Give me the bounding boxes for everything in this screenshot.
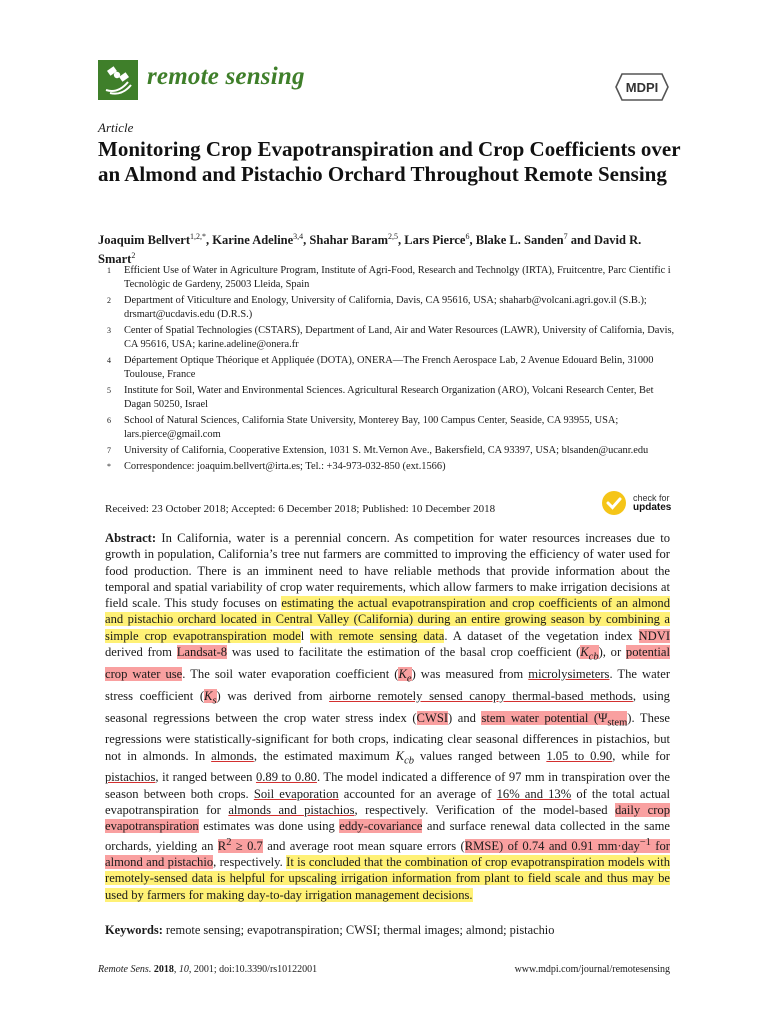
symbol-k: K (398, 666, 407, 681)
check-updates-icon (601, 490, 627, 516)
abstract-text: values ranged between (414, 748, 547, 763)
affiliation-text: Center of Spatial Technologies (CSTARS), Department of Land, Air and Water Resources (LAWR), University of California, Davis, CA 95616, USA; karine.adeline@onera.fr (124, 325, 675, 350)
affiliation-item (98, 264, 678, 292)
affiliation-text: Département Optique Théorique et Appliquée (DOTA), ONERA—The French Aerospace Lab, 2 Avenue Edouard Belin, 31000 Toulouse, France (124, 355, 654, 380)
affiliation-text: University of California, Cooperative Extension, 1031 S. Mt.Vernon Ave., Bakersfield, CA 93397, USA; blsanden@ucanr.edu (124, 445, 649, 456)
affiliation-text: Department of Viticulture and Enology, University of California, Davis, CA 95616, USA; shaharb@volcani.agri.gov.il (S.B.); drsmart@ucdavis.edu (D.R.S.) (124, 295, 647, 320)
abstract-text: l (300, 628, 311, 643)
affiliation-item (98, 460, 678, 474)
mdpi-logo (614, 72, 670, 106)
keywords-label: Keywords: (105, 923, 163, 937)
abstract-text: was used to facilitate the estimation of the basal crop coefficient ( (227, 645, 581, 660)
article-type: Article (98, 120, 134, 135)
underlined-text: airborne remotely sensed canopy thermal-based methods (329, 688, 633, 703)
underlined-text: microlysimeters (528, 666, 610, 681)
underlined-text: 0.89 to 0.80 (255, 770, 317, 785)
author-affiliation-mark: 2,5 (388, 232, 399, 241)
abstract-text: estimates was done using (198, 819, 340, 834)
abstract-text: ) was derived from (216, 688, 330, 703)
publisher-name: MDPI (625, 80, 659, 95)
author-affiliation-mark: 7 (563, 232, 568, 241)
highlight-red: daily crop evapotranspiration (105, 803, 670, 834)
affiliation-item (98, 324, 678, 352)
abstract-text: , using seasonal regressions between the crop water stress index ( (105, 688, 670, 725)
affiliation-number: * (107, 462, 111, 471)
symbol-subscript: s (212, 695, 217, 707)
abstract-text: , respectively. Verification of the model-based (354, 803, 615, 818)
highlight-red: Landsat-8 (176, 645, 228, 660)
affiliation-number: 5 (107, 386, 111, 395)
abstract-text: , while for (612, 748, 670, 763)
affiliation-number: 3 (107, 326, 111, 335)
affiliation-number: 7 (107, 446, 111, 455)
symbol-subscript: stem (607, 717, 628, 729)
underlined-text: pistachios (105, 770, 156, 785)
abstract-text: and average root mean square errors ( (262, 838, 465, 853)
highlight-text: stem water potential (Ψ (481, 710, 608, 725)
abstract-text: and surface renewal data collected in the same orchards, yielding an (105, 819, 671, 853)
affiliation-item (98, 384, 678, 412)
citation-year: 2018 (153, 964, 174, 975)
affiliation-text: Efficient Use of Water in Agriculture Program, Institute of Agri-Food, Research and Technolgy (IRTA), Fruitcentre, Parc Científic i Tecnològic de Gardeny, 25003 Lleida, Spain (124, 265, 671, 290)
highlight-yellow: It is concluded that the combination of crop evapotranspiration models with remotely-sensed data is helpful for upscaling irrigation information from plant to field scale and thus may be used by farmers for making day-to-day irrigation management decisions. (105, 855, 670, 902)
abstract-text: ), or (598, 645, 626, 660)
underlined-text: 1.05 to 0.90 (546, 748, 613, 763)
author-affiliation-mark: 6 (465, 232, 470, 241)
keywords (105, 923, 670, 938)
underlined-text: almonds (211, 748, 254, 763)
abstract-label: Abstract: (105, 531, 157, 545)
check-updates-line2: updates (633, 502, 672, 513)
abstract-text: In California, water is a perennial concern. As competition for water resources increases due to growth in population, California’s tree nut farmers are committed to improving the efficiency of water used for food production. There is an imminent need to have reliable methods that provide information about the temporal and spatial variability of crop water requirements, which allow farmers to make irrigation decisions at field scale. This study focuses on (105, 531, 670, 611)
journal-url[interactable]: www.mdpi.com/journal/remotesensing (514, 964, 670, 975)
abstract-text: . The water stress coefficient ( (105, 666, 671, 703)
check-updates-line1: check for (633, 493, 670, 503)
highlight-red: NDVI (638, 628, 671, 643)
affiliation-item (98, 414, 678, 442)
highlight-red (217, 836, 263, 853)
publication-dates: Received: 23 October 2018; Accepted: 6 December 2018; Published: 10 December 2018 (105, 503, 496, 515)
affiliation-item (98, 444, 678, 458)
symbol-superscript: −1 (639, 836, 651, 848)
affiliation-number: 6 (107, 416, 111, 425)
check-for-updates-badge[interactable] (601, 490, 671, 516)
highlight-yellow: estimating the actual evapotranspiration and crop coefficients of an almond and pistachio orchard located in Central Valley (California) during an entire growing season by combining a simple crop evapotranspiration mode (105, 596, 670, 643)
affiliation-number: 4 (107, 356, 111, 365)
highlight-text: ≥ 0.7 (231, 838, 263, 853)
abstract-text: , the estimated maximum (253, 748, 396, 763)
affiliation-text: School of Natural Sciences, California State University, Monterey Bay, 100 Campus Center, Seaside, CA 93955, USA; lars.pierce@gmail.com (124, 415, 619, 440)
symbol-superscript: 2 (226, 836, 232, 848)
affiliation-text: Correspondence: joaquim.bellvert@irta.es; Tel.: +34-973-032-850 (ext.1566) (124, 461, 446, 472)
affiliation-number: 2 (107, 296, 111, 305)
highlight-red (398, 666, 412, 685)
highlight-red (481, 710, 628, 729)
keywords-text: remote sensing; evapotranspiration; CWSI; thermal images; almond; pistachio (162, 923, 555, 937)
abstract-text: accounted for an average of (338, 786, 497, 801)
affiliation-item (98, 294, 678, 322)
paper-title: Monitoring Crop Evapotranspiration and Crop Coefficients over an Almond and Pistachio Orchard Throughout Remote Sensing (98, 137, 681, 186)
underlined-text: 16% and 13% (496, 786, 572, 801)
journal-name: remote sensing (147, 63, 305, 90)
author-list: Joaquim Bellvert$^{1,2,*}$, Karine Adeline$^{3,4}$, Shahar Baram$^{2,5}$, Lars Pierce$^6$, Blake L. Sanden$^7$ and David R. Smart$^2$ (98, 232, 642, 267)
abstract-text: ) was measured from (411, 666, 529, 681)
author-name: David R. Smart (98, 233, 642, 267)
abstract-text: ). These regressions were statistically-significant for both crops, indicating clear seasonal differences in pistachios, but not in almonds. In (105, 710, 670, 763)
highlight-text: R (217, 838, 227, 853)
journal-logo (98, 60, 138, 100)
underlined-text: almonds and pistachios (228, 803, 355, 818)
abstract-text: . The model indicated a difference of 97 mm in transpiration over the season between both crops. (105, 770, 671, 801)
author-name: Shahar Baram (309, 233, 389, 248)
symbol-subscript: e (406, 673, 412, 685)
citation-footer: Remote Sens. 2018, 10, 2001; doi:10.3390/rs10122001 (98, 964, 318, 975)
symbol-k: K (204, 688, 213, 703)
citation-volume: 10 (178, 964, 189, 975)
underlined-text: Soil evaporation (253, 786, 339, 801)
affiliations (98, 264, 678, 474)
abstract-text: ) and (448, 710, 482, 725)
satellite-icon (98, 60, 138, 100)
highlight-text: RMSE) of 0.74 and 0.91 mm·day (464, 838, 640, 853)
abstract-text: , it ranged between (155, 770, 256, 785)
highlight-red: eddy-covariance (339, 819, 423, 834)
abstract-text: of the total actual evapotranspiration for (105, 786, 670, 818)
affiliation-item (98, 354, 678, 382)
highlight-yellow: with remote sensing data (310, 628, 445, 643)
journal-abbrev: Remote Sens. (98, 964, 152, 975)
abstract-text: . The soil water evaporation coefficient ( (182, 666, 399, 681)
symbol-subscript: cb (588, 651, 599, 663)
symbol-k: K (580, 645, 589, 660)
author-name: Lars Pierce (404, 233, 466, 248)
author-affiliation-mark: 2 (131, 251, 136, 261)
abstract-text: . A dataset of the vegetation index (444, 628, 639, 643)
affiliation-number: 1 (107, 266, 111, 275)
abstract (105, 530, 670, 903)
author-affiliation-mark: 3,4 (293, 232, 304, 241)
symbol-k: K (395, 748, 405, 763)
author-name: Joaquim Bellvert (98, 233, 191, 248)
highlight-red: CWSI (416, 710, 449, 725)
highlight-red: potential crop water use (105, 645, 670, 681)
highlight-red (580, 645, 599, 663)
highlight-red (204, 688, 217, 707)
abstract-text: derived from (105, 645, 177, 660)
highlight-text: for almond and pistachio (105, 838, 670, 870)
author-name: Karine Adeline (212, 233, 294, 248)
citation-rest: , 2001; doi:10.3390/rs10122001 (188, 964, 318, 975)
affiliation-text: Institute for Soil, Water and Environmental Sciences. Agricultural Research Organization (ARO), Volcani Research Center, Bet Dagan 50250, Israel (124, 385, 654, 410)
abstract-text: , respectively. (213, 855, 287, 870)
symbol-subscript: cb (404, 755, 414, 767)
author-affiliation-mark: 1,2,* (190, 232, 207, 241)
author-name: Blake L. Sanden (475, 233, 564, 248)
